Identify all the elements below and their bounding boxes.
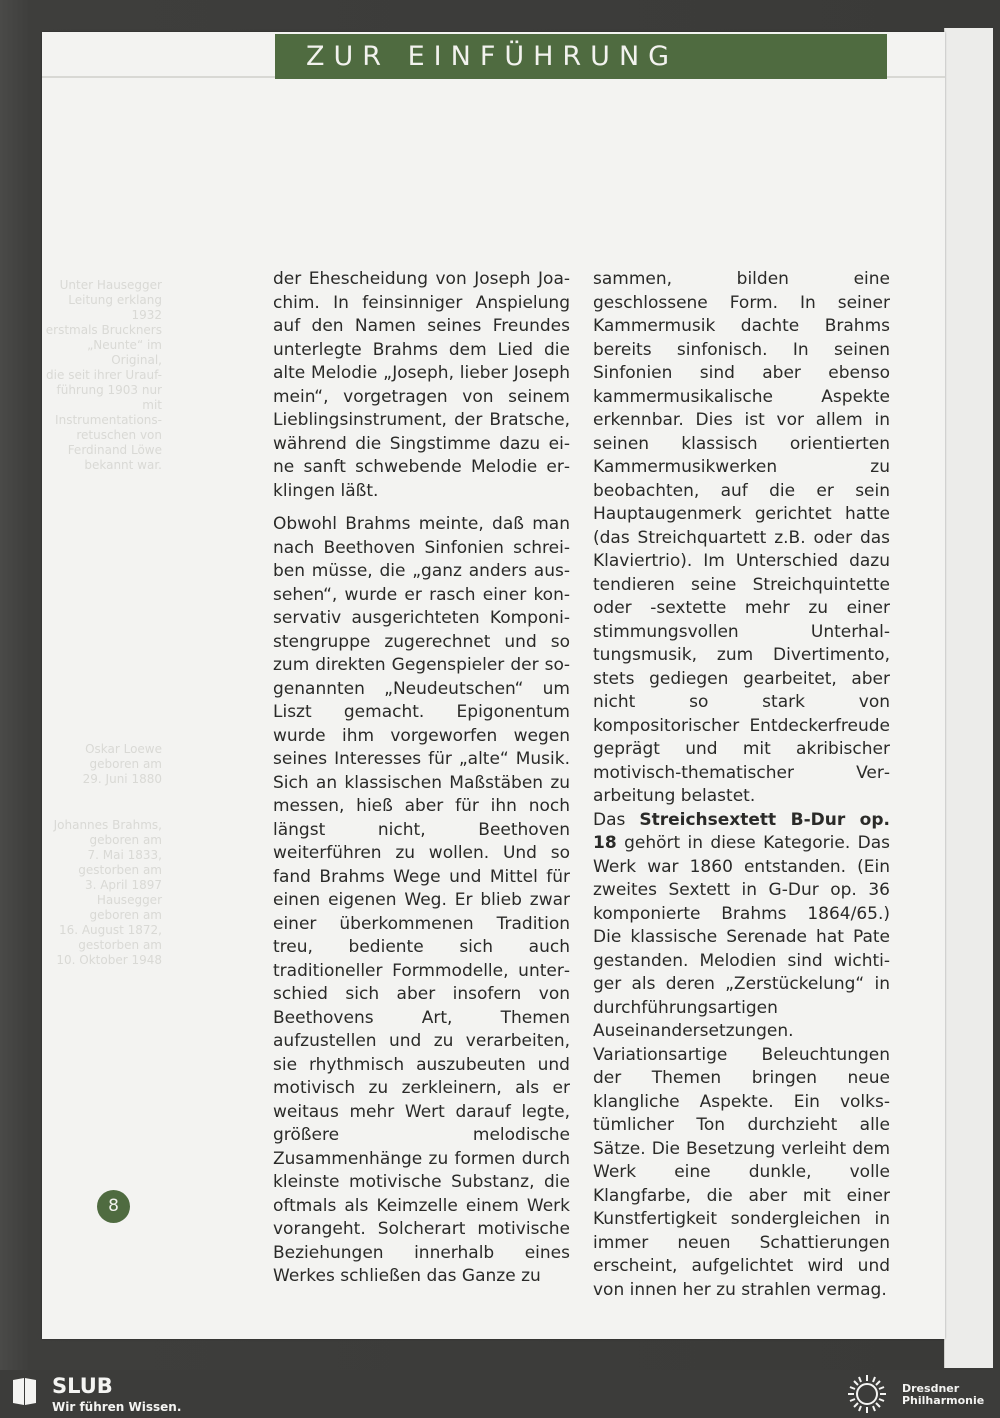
- slub-logo-icon: [10, 1377, 38, 1407]
- text-line: In seinen Sinfonien sind aber eben: [593, 339, 890, 383]
- sidebar-note-text: Unter Hausegger Leitung erklang 1932 erstmals Bruckners „Neunte“ im Original, die seit ihrer Urauf- führung 1903 nur mit Instrumentations- retuschen von Ferdinand Löwe bekannt war.: [45, 278, 162, 472]
- text-line: die er sein Hauptaugenmerk ge: [593, 480, 891, 524]
- sidebar-note-showthrough: [42, 742, 162, 787]
- text-line: Liszt gemacht. Epigonentum wurde: [273, 702, 570, 746]
- dresdner-philharmonie-logo-icon: [842, 1373, 892, 1415]
- paragraph: [273, 268, 570, 503]
- text-line: gediegen gearbeitet, aber nicht so: [593, 668, 890, 712]
- text-line: ihm vorgeworfen wegen seines In: [273, 725, 570, 769]
- text-line: der Ehescheidung von Joseph Joa: [273, 269, 570, 289]
- text-line: komponierte Brahms 1864/65.): [593, 903, 890, 924]
- text-line: tungsmusik, zum Divertimento, stets: [593, 645, 890, 689]
- text-line: Tradition treu, bediente sich auch: [273, 913, 570, 957]
- text-line: richtet hatte (das Streichquartett: [593, 504, 891, 548]
- text-line: hieß aber für ihn noch längst nicht,: [273, 796, 570, 840]
- text-line: klassischen Maßstäben zu messen,: [273, 772, 571, 816]
- text-line: auf den Namen seines Freundes: [273, 316, 570, 336]
- text-line: setzungen. Variationsartige Be: [593, 1021, 794, 1065]
- text-line: dergleichen in immer neuen Schat: [593, 1209, 890, 1253]
- text-line: zweites Sextett in G-Dur op. 36: [593, 880, 890, 900]
- text-line: Form. In seiner Kammermusik: [593, 292, 890, 336]
- text-line: Obwohl Brahms meinte, daß man: [273, 514, 570, 534]
- text-line: tümlicher Ton durchzieht alle Sätze.: [593, 1115, 890, 1159]
- text-line: Lieblingsinstrument, der Bratsche,: [273, 410, 570, 430]
- text-line: dachte Brahms bereits sinfonisch.: [593, 316, 891, 360]
- section-title: ZUR EINFÜHRUNG: [275, 34, 887, 79]
- paragraph: [593, 809, 890, 1303]
- text-line: ne sanft schwebende Melodie er: [273, 457, 570, 477]
- text-line: Streichquintette oder -sextette mehr: [593, 574, 890, 618]
- next-page-edge: [944, 28, 993, 1368]
- text-line: Die Besetzung verleiht dem Werk: [593, 1138, 891, 1182]
- text-line: deckerfreude geprägt und mit akri: [593, 715, 890, 759]
- work-title: Streichsextett B-Dur op. 18: [593, 809, 890, 853]
- text-line: zu einer stimmungsvollen Unterhal: [593, 598, 890, 642]
- text-column-right: [593, 268, 890, 1302]
- text-line: mein“, vorgetragen von seinem: [273, 386, 570, 407]
- text-line: Werk war 1860 entstanden. (Ein: [593, 856, 890, 877]
- text-line: Werk vorangeht. Solcherart motivi: [273, 1195, 571, 1239]
- text-line: durchführungsartigen Auseinander: [593, 997, 778, 1041]
- partner-name-line1: Dresdner: [902, 1382, 960, 1395]
- text-line: bischer motivisch-thematischer Ver: [593, 739, 890, 783]
- sidebar-note-text: Oskar Loewe geboren am 29. Juni 1880: [82, 742, 162, 786]
- text-line: arbeitung belastet.: [593, 786, 756, 806]
- paragraph: [593, 268, 890, 809]
- text-line: traditioneller Formmodelle, unter: [273, 960, 570, 981]
- text-line: tierungen erscheint, aufgelichtet: [593, 1232, 890, 1276]
- text-line: gestanden. Melodien sind wichti: [593, 950, 890, 971]
- text-line: gehört in diese Kategorie. Das: [624, 833, 890, 853]
- text-line: genannten „Neudeutschen“ um: [273, 678, 570, 699]
- text-line: klingen läßt.: [273, 480, 379, 501]
- text-line: nen klassisch orientierten Kammer: [593, 433, 890, 477]
- text-line: sehen“, wurde er rasch einer kon: [273, 584, 570, 605]
- text-line: Und so fand Brahms Wege und: [273, 843, 570, 887]
- footer-bar: [0, 1370, 1000, 1418]
- text-column-left: [273, 268, 570, 1289]
- text-line: wird und von innen her zu strahlen: [593, 1256, 891, 1300]
- text-line: teresses für „alte“ Musik. Sich an: [273, 749, 570, 793]
- library-name: SLUB: [52, 1374, 113, 1398]
- text-line: erkennbar. Dies ist vor allem in sei: [593, 410, 890, 454]
- text-line: durch kleinste motivische Substanz,: [273, 1148, 571, 1192]
- text-line: sammen, bilden eine geschlossene: [593, 269, 890, 313]
- sidebar-note-text: Johannes Brahms, geboren am 7. Mai 1833, gestorben am 3. April 1897 Hausegger geboren am 16. August 1872, gestorben am 10. Oktober 1948: [53, 818, 162, 967]
- text-line: während die Singstimme dazu ei: [273, 433, 570, 454]
- paragraph: [273, 513, 570, 1289]
- partner-name-line2: Philharmonie: [902, 1394, 985, 1407]
- text-line: blieb zwar einer überkommenen: [273, 890, 570, 934]
- text-line: stark von kompositorischer Ent: [593, 692, 890, 736]
- text-line: te Melodie „Joseph, lieber Joseph: [288, 363, 570, 383]
- text-line: zu zerkleinern, als er weitaus mehr: [273, 1078, 570, 1122]
- text-line: eine dunkle, volle Klangfarbe, die: [593, 1162, 890, 1206]
- text-line: so kammermusikalische Aspekte: [593, 363, 890, 407]
- text-line: musikwerken zu beobachten, auf: [593, 457, 890, 501]
- library-tagline: Wir führen Wissen.: [52, 1400, 182, 1414]
- text-line: die oftmals als Keimzelle einem: [273, 1172, 570, 1216]
- text-line: z.B. oder das Klaviertrio). Im Unter: [593, 527, 891, 571]
- text-line: servativ ausgerichteten Komponi: [273, 608, 570, 628]
- text-line: Beethovens Art, Themen aufzustel: [273, 1007, 570, 1051]
- text-line: Mittel für einen eigenen Weg. Er: [273, 866, 570, 910]
- text-line: ger als deren „Zerstückelung“ in: [593, 974, 890, 994]
- text-line: sche Zusammenhänge zu formen: [273, 1125, 570, 1169]
- text-line: sche Beziehungen innerhalb eines: [273, 1219, 570, 1263]
- sidebar-note-showthrough: [42, 278, 162, 473]
- text-line: Werkes schließen das Ganze zu: [273, 1266, 541, 1286]
- text-line: nach Beethoven Sinfonien schrei: [273, 537, 570, 558]
- text-line: Wert darauf legte, größere melodi: [273, 1101, 570, 1145]
- partner-name: [902, 1383, 984, 1407]
- paragraph-lead: Das: [593, 809, 640, 830]
- sidebar-note-showthrough: [42, 818, 162, 968]
- text-line: unterlegte Brahms dem Lied die al: [273, 339, 570, 383]
- brochure-page: [42, 32, 945, 1339]
- text-line: len und zu verarbeiten, sie rhyth: [273, 1031, 570, 1075]
- text-line: Die klassische Serenade hat Pate: [593, 927, 890, 947]
- text-line: zum direkten Gegenspieler der so: [273, 655, 570, 675]
- text-line: stengruppe zugerechnet und so: [273, 631, 570, 652]
- text-line: vermag.: [816, 1279, 887, 1300]
- text-line: aber mit einer Kunstfertigkeit son: [593, 1185, 890, 1229]
- text-line: chim. In feinsinniger Anspielung: [273, 292, 570, 313]
- text-line: misch auszubeuten und motivisch: [273, 1054, 570, 1098]
- text-line: leuchtungen der Themen bringen: [593, 1044, 890, 1088]
- text-line: neue klangliche Aspekte. Ein volks: [593, 1068, 890, 1112]
- text-line: ben müsse, die „ganz anders aus: [273, 561, 570, 581]
- text-line: schied sich aber insofern von: [273, 984, 570, 1004]
- text-line: Beethoven weiterführen zu wollen.: [273, 819, 570, 863]
- page-number: 8: [97, 1190, 130, 1223]
- text-line: schied dazu tendieren seine: [593, 551, 890, 595]
